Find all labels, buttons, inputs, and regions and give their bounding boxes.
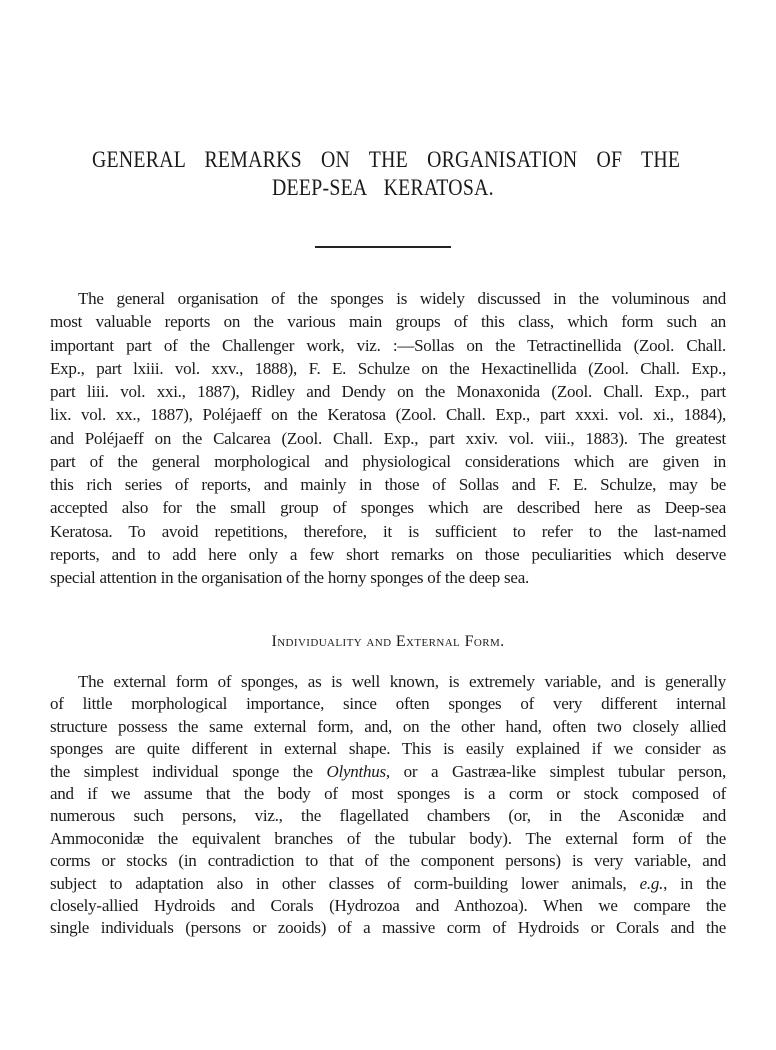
text-line: of little morphological importance, since often sponges of very different internal (50, 694, 726, 714)
text-line: Ammoconidæ the equivalent branches of the tubular body). The external form of the (50, 828, 726, 848)
text-line: lix. vol. xx., 1887), Poléjaeff on the Keratosa (Zool. Chall. Exp., part xxxi. vol. xi., 1884), (50, 405, 726, 425)
text-line (50, 873, 726, 895)
paragraph-external-form (50, 671, 726, 940)
text-line: accepted also for the small group of sponges which are described here as Deep-sea (50, 498, 726, 518)
text-line: corms or stocks (in contradiction to that of the component persons) is very variable, and (50, 851, 726, 871)
text-line: reports, and to add here only a few short remarks on those peculiarities which deserve (50, 544, 726, 564)
page-title-line-1: GENERAL REMARKS ON THE ORGANISATION OF THE (92, 147, 681, 172)
text-segment: subject to adaptation also in other classes of corm-building lower animals, (50, 873, 640, 893)
text-line: sponges are quite different in external shape. This is easily explained if we consider as (50, 739, 726, 759)
text-line: and Poléjaeff on the Calcarea (Zool. Chall. Exp., part xxiv. vol. viii., 1883). The greatest (50, 428, 726, 448)
text-line: numerous such persons, viz., the flagellated chambers (or, in the Asconidæ and (50, 806, 726, 826)
text-line: Keratosa. To avoid repetitions, therefore, it is sufficient to refer to the last-named (50, 521, 726, 541)
section-heading: Individuality and External Form. (271, 633, 505, 650)
italic-term-olynthus: Olynthus (326, 761, 386, 781)
text-line: special attention in the organisation of the horny sponges of the deep sea. (50, 568, 529, 587)
text-line: single individuals (persons or zooids) of a massive corm of Hydroids or Corals and the (50, 918, 726, 938)
italic-abbrev-eg: e.g. (639, 873, 664, 893)
text-line: The general organisation of the sponges is widely discussed in the voluminous and (78, 289, 726, 308)
title-divider-rule (315, 246, 451, 248)
text-line: Exp., part lxiii. vol. xxv., 1888), F. E. Schulze on the Hexactinellida (Zool. Chall. Exp., (50, 358, 726, 378)
text-line: important part of the Challenger work, viz. :—Sollas on the Tetractinellida (Zool. Chall. (50, 335, 726, 355)
text-line: structure possess the same external form, and, on the other hand, often two closely allied (50, 716, 726, 736)
text-line: The external form of sponges, as is well known, is extremely variable, and is generally (78, 672, 726, 691)
page-title-line-2: DEEP-SEA KERATOSA. (272, 175, 494, 200)
text-segment: , or a Gastræa-like simplest tubular person, (385, 761, 726, 781)
text-line: and if we assume that the body of most sponges is a corm or stock composed of (50, 783, 726, 803)
text-line: most valuable reports on the various main groups of this class, which form such an (50, 312, 726, 332)
text-segment: , in the (663, 873, 726, 893)
text-line: closely-allied Hydroids and Corals (Hydrozoa and Anthozoa). When we compare the (50, 895, 726, 915)
text-line (50, 761, 726, 783)
text-line: this rich series of reports, and mainly in those of Sollas and F. E. Schulze, may be (50, 475, 726, 494)
text-segment: the simplest individual sponge the (50, 761, 327, 781)
text-line: part of the general morphological and physiological considerations which are given in (50, 451, 726, 471)
paragraph-general-organisation (50, 287, 726, 589)
text-line: part liii. vol. xxi., 1887), Ridley and Dendy on the Monaxonida (Zool. Chall. Exp., part (50, 382, 726, 401)
